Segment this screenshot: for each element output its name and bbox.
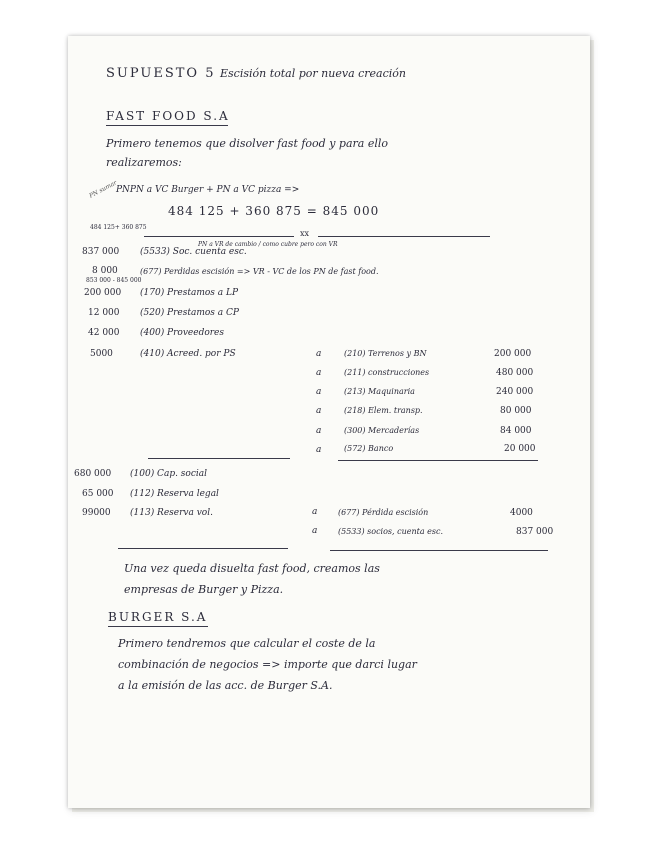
credit-amount: 200 000 xyxy=(494,349,532,359)
debit-account: (112) Reserva legal xyxy=(130,489,219,499)
credit-amount: 4000 xyxy=(510,508,533,518)
credit-account: (677) Pérdida escisión xyxy=(338,508,429,517)
title-subtitle: Escisión total por nueva creación xyxy=(220,67,406,80)
credit-prefix: a xyxy=(316,445,322,455)
debit-account: (410) Acreed. por PS xyxy=(140,349,236,359)
closing-line-1: Una vez queda disuelta fast food, creamos las xyxy=(124,562,380,575)
credit-account: (5533) socios, cuenta esc. xyxy=(338,527,444,536)
debit-account: (5533) Soc. cuenta esc. xyxy=(140,247,247,257)
debit-amount: 99000 xyxy=(82,508,111,518)
burger-line-2: combinación de negocios => importe que darci lugar xyxy=(118,658,417,671)
debit-amount: 12 000 xyxy=(88,308,120,318)
journal-divider-right xyxy=(318,236,490,237)
journal1-rule-left xyxy=(148,458,290,459)
credit-account: (572) Banco xyxy=(344,444,394,453)
credit-prefix: a xyxy=(316,426,322,436)
debit-amount: 200 000 xyxy=(84,288,122,298)
debit-account: (400) Proveedores xyxy=(140,328,225,338)
calc-values: 484 125 + 360 875 = 845 000 xyxy=(168,204,380,218)
debit-amount: 8 000 xyxy=(92,266,118,276)
credit-amount: 20 000 xyxy=(504,444,536,454)
intro-line-2: realizaremos: xyxy=(106,156,182,169)
credit-amount: 84 000 xyxy=(500,426,532,436)
debit-amount: 65 000 xyxy=(82,489,114,499)
credit-account: (300) Mercaderías xyxy=(344,426,420,435)
closing-line-2: empresas de Burger y Pizza. xyxy=(124,583,284,596)
credit-amount: 480 000 xyxy=(496,368,534,378)
title-heading: SUPUESTO 5 xyxy=(106,66,216,81)
journal-divider-mark: xx xyxy=(300,229,310,238)
credit-account: (218) Elem. transp. xyxy=(344,406,423,415)
calc-margin-note: PN sumar xyxy=(88,179,119,200)
burger-line-1: Primero tendremos que calcular el coste de la xyxy=(118,637,376,650)
credit-account: (211) construcciones xyxy=(344,368,430,377)
journal2-rule-left xyxy=(118,548,288,549)
intro-line-1: Primero tenemos que disolver fast food y para ello xyxy=(106,137,389,150)
credit-prefix: a xyxy=(316,368,322,378)
calc-note: 484 125+ 360 875 xyxy=(90,224,147,231)
debit-account: (113) Reserva vol. xyxy=(130,508,213,518)
debit-subnote: 853 000 - 845 000 xyxy=(86,277,142,284)
credit-prefix: a xyxy=(316,349,322,359)
debit-account: (520) Prestamos a CP xyxy=(140,308,239,318)
credit-amount: 80 000 xyxy=(500,406,532,416)
company-fast-food: FAST FOOD S.A xyxy=(106,109,230,123)
credit-prefix: a xyxy=(312,526,318,536)
debit-account: (677) Perdidas escisión => VR - VC de los PN de fast food. xyxy=(140,267,379,276)
debit-amount: 680 000 xyxy=(74,469,112,479)
journal-divider-left xyxy=(144,236,294,237)
company-burger: BURGER S.A xyxy=(108,610,208,624)
company-underline xyxy=(106,125,228,126)
notebook-page xyxy=(68,36,590,808)
debit-account: (170) Prestamos a LP xyxy=(140,288,239,298)
calc-label: PNPN a VC Burger + PN a VC pizza => xyxy=(116,185,300,195)
burger-underline xyxy=(108,626,208,627)
credit-account: (210) Terrenos y BN xyxy=(344,349,427,358)
credit-prefix: a xyxy=(316,387,322,397)
debit-amount: 5000 xyxy=(90,349,113,359)
credit-account: (213) Maquinaria xyxy=(344,387,415,396)
debit-amount: 42 000 xyxy=(88,328,120,338)
debit-amount: 837 000 xyxy=(82,247,120,257)
journal2-rule-right xyxy=(330,550,548,551)
journal1-rule-right xyxy=(338,460,538,461)
debit-note: PN a VR de cambio / como cubre pero con VR xyxy=(198,241,338,248)
credit-prefix: a xyxy=(316,406,322,416)
credit-amount: 240 000 xyxy=(496,387,534,397)
credit-prefix: a xyxy=(312,507,318,517)
burger-line-3: a la emisión de las acc. de Burger S.A. xyxy=(118,679,333,692)
credit-amount: 837 000 xyxy=(516,527,554,537)
debit-account: (100) Cap. social xyxy=(130,469,207,479)
